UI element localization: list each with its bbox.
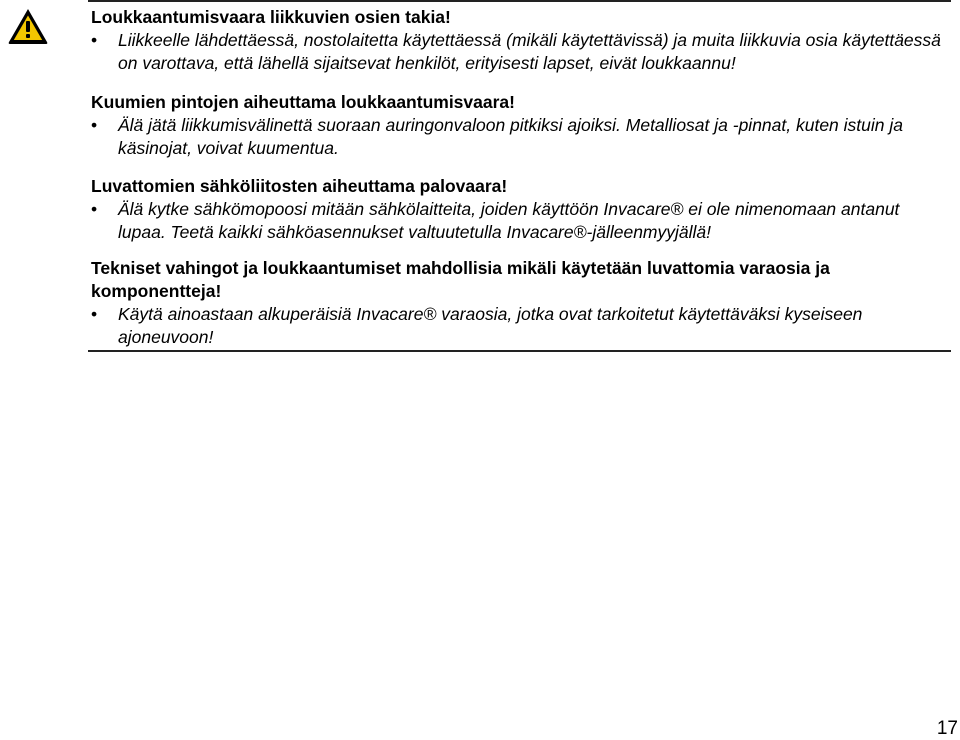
bullet-item [91,114,947,160]
bullet-marker: • [91,30,98,50]
warning-section [91,6,947,75]
warning-section [91,91,947,160]
bottom-divider [88,350,951,352]
bullet-text: Käytä ainoastaan alkuperäisiä Invacare® varaosia, jotka ovat tarkoitetut käytettäväksi kyseiseen ajoneuvoon! [118,304,863,347]
bullet-text: Liikkeelle lähdettäessä, nostolaitetta käytettäessä (mikäli käytettävissä) ja muita liikkuvia osia käytettäessä on varottava, että lähellä sijaitsevat henkilöt, erityisesti lapset, eivät loukkaannu! [118,30,941,73]
bullet-marker: • [91,115,98,135]
bullet-item [91,303,947,349]
warning-triangle-icon [6,6,50,46]
bullet-marker: • [91,199,98,219]
warning-section [91,175,947,244]
section-heading: Loukkaantumisvaara liikkuvien osien takia! [91,7,451,27]
bullet-text: Älä jätä liikkumisvälinettä suoraan auringonvaloon pitkiksi ajoiksi. Metalliosat ja -pinnat, kuten istuin ja käsinojat, voivat kuumentua. [118,115,903,158]
bullet-item [91,198,947,244]
section-heading: Luvattomien sähköliitosten aiheuttama palovaara! [91,176,508,196]
section-heading: Tekniset vahingot ja loukkaantumiset mahdollisia mikäli käytetään luvattomia varaosia ja komponentteja! [91,258,830,301]
bullet-marker: • [91,304,98,324]
section-heading: Kuumien pintojen aiheuttama loukkaantumisvaara! [91,92,515,112]
page-number: 17 [936,718,958,739]
top-divider [88,0,951,2]
bullet-text: Älä kytke sähkömopoosi mitään sähkölaitteita, joiden käyttöön Invacare® ei ole nimenomaan antanut lupaa. Teetä kaikki sähköasennukset valtuutetulla Invacare®-jälleenmyyjällä! [118,199,900,242]
warning-content [91,6,947,349]
warning-section [91,257,947,349]
bullet-item [91,29,947,75]
